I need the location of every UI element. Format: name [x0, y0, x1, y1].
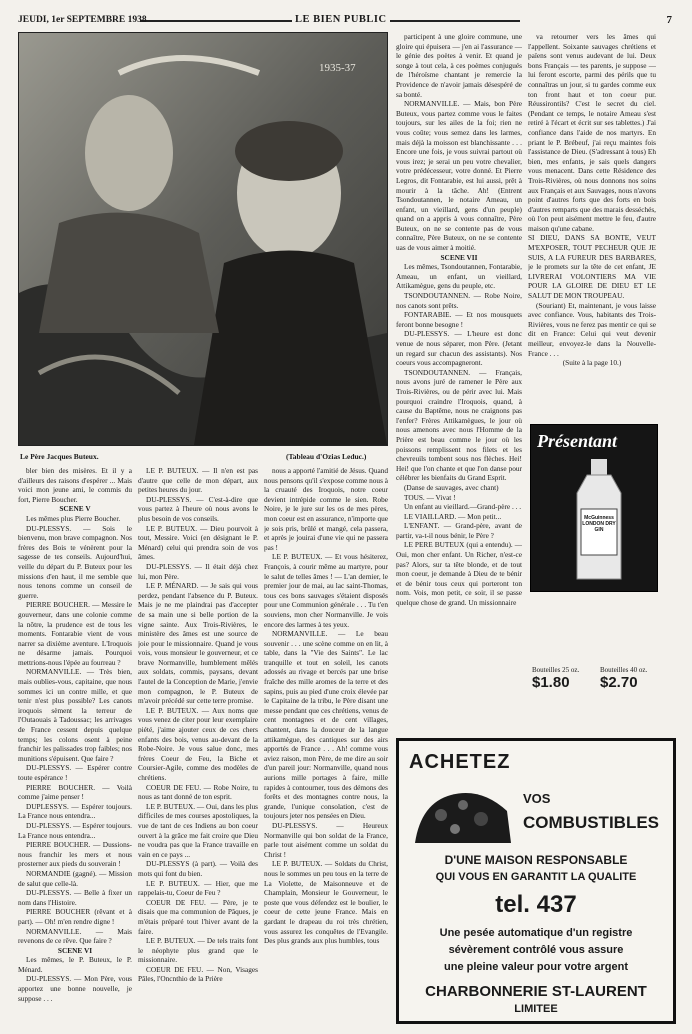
size-label: Bouteilles 40 oz.: [600, 666, 648, 674]
ad-title: Présentant: [537, 431, 618, 451]
issue-date: JEUDI, 1er SEPTEMBRE 1938: [18, 15, 147, 25]
size-label: Bouteilles 25 oz.: [532, 666, 580, 674]
coal-advertisement: [396, 738, 676, 1024]
painting-caption-left: Le Père Jacques Buteux.: [20, 452, 99, 461]
paragraph: DU-PLESSYS. — Belle à fixer un nom dans l'Histoire.: [18, 888, 132, 907]
paragraph: Un enfant au vieillard.—Grand-père . . .: [404, 502, 522, 512]
paragraph: COEUR DE FEU. — Non, Visages Pâles, l'Oncnthio de la Prière: [138, 964, 258, 984]
painting-caption-right: (Tableau d'Ozias Leduc.): [286, 452, 367, 461]
paragraph: DU-PLESSYS. — C'est-à-dire que vous partez à l'heure où nous avons le plus besoin de vos conseils.: [138, 494, 258, 523]
paragraph: DU-PLESSYS. — Sois le bienvenu, mon brave compagnon. Nos frères des Bois te vénèrent pour la sagesse de tes conseils. Aujourd'hui, veille du départ du P. Buteux pour les missions d'en haut, il me semble que nous tenons comme un conseil de guerre.: [18, 523, 132, 600]
page-number: 7: [666, 14, 672, 26]
paragraph: TSONDOUTANNEN. — Français, nous avons juré de ramener le Père aux Trois-Rivières, ou de périr avec lui. Mais pourquoi craindre l'Iroquois, quand, à cause du Baptême, nous ne craignons pas l'enfer? Frères Attikamègues, le jour où nous amenons avec nous l'Homme de la Prière est beau comme le jour où les poissons remplissent nos filets et les chevreuils tombent sous nos flèches. Hei! Hei! que l'on chante et que l'on danse pour célébrer les bienfaits du Grand Esprit.: [396, 367, 522, 483]
paragraph: LE P. BUTEUX. — Aux noms que vous venez de citer pour leur exemplaire piété, j'aime ajouter ceux de ces chers enfants des bois, venus au-devant de la Robe-Noire. Je vous salue donc, mes frères Coeur de Feu, la Biche et Coursier-Agile, comme des modèles de chrétiens.: [138, 705, 258, 782]
paragraph: DU-PLESSYS. — Heureux Normanville qui bon soldat de la France, parle tout aisément comme un soldat du Christ !: [264, 820, 388, 859]
text-column-2: [138, 466, 258, 1028]
paragraph: COEUR DE FEU. — Père, je te disais que ma communion de Pâques, je m'étais préparé tout l'hiver avant de la faire.: [138, 897, 258, 936]
paragraph: DU-PLESSYS. — Mon Père, vous apportez une bonne nouvelle, je suppose . . .: [18, 974, 132, 1003]
paragraph: LE P. BUTEUX. — Hier, que me rappelais-tu, Coeur de Feu ?: [138, 878, 258, 898]
paragraph: Les mêmes, le P. Buteux, le P. Ménard.: [18, 955, 132, 974]
ad-limited: LIMITEE: [514, 1003, 558, 1015]
paragraph: DU-PLESSYS. — Il était déjà chez lui, mon Père.: [138, 561, 258, 581]
paragraph: LE P. BUTEUX. — Soldats du Christ, nous le sommes un peu tous en la terre de La Violette, de Maisonneuve et de Champlain, Monsieur le Gouverneur, le poste que vous défendez est le boulier, le coeur de cette jeune France. Mais en gardant le drapeau du roi très chrétien, vous assurez les conquêtes de l'Evangile. Des plus grands aux plus humbles, tous: [264, 859, 388, 946]
paragraph: LE P. MÉNARD. — Je sais qui vous perdez, pendant l'absence du P. Buteux. Mais je ne me plaindrai pas d'accepter de sa main une si belle portion de la vigne sainte. Aux Trois-Rivières, le ministère des âmes est une source de joie pour le missionnaire. Quand je vous vois, vous monsieur le gouverneur, et ce brave Normanville, humblement mêlés aux soldats, commis, paysans, devant l'autel de la Conception de Marie, j'envie mon compagnon, le P. Buteux de m'avoir précédé sur cette terre promise.: [138, 581, 258, 706]
painting-signature: 1935-37: [319, 62, 356, 74]
gin-advertisement: [530, 424, 658, 592]
paragraph: PIERRE BOUCHER. — Dussions-nous franchir les mers et nous prosterner aux pieds du souverain !: [18, 840, 132, 869]
paragraph: participent à une gloire commune, une gloire qui épuisera — j'en ai l'assurance — le génie des poètes à venir. Et quand je songe à tout cela, à ces poèmes conjugués de l'héroïsme chantant je remercie la Providence de n'avoir jamais désespéré de sa bonté.: [396, 32, 522, 99]
paragraph: Les mêmes plus Pierre Boucher.: [26, 513, 121, 523]
ad-line-1: D'UNE MAISON RESPONSABLE: [444, 853, 628, 867]
continued-note: (Suite à la page 10.): [562, 358, 622, 368]
bottle-label: [581, 515, 617, 533]
paragraph: DUPLESSYS. — Espérer toujours. La France nous entendra...: [18, 801, 132, 821]
newspaper-title: LE BIEN PUBLIC: [292, 14, 390, 25]
scene-heading: SCENE VI: [57, 945, 93, 955]
brand-name: McGuinness: [584, 515, 614, 521]
text-column-1: [18, 466, 132, 1028]
paragraph: LE VIAILLARD. — Mon petit...: [404, 511, 502, 521]
ad-line-2: QUI VOUS EN GARANTIT LA QUALITE: [435, 871, 637, 883]
paragraph: DU-PLESSYS (à part). — Voilà des mots qui font du bien.: [138, 859, 258, 878]
paragraph-emphasis: SI DIEU, DANS SA BONTE, VEUT M'EXPOSER, TOUT PECHEUR QUE JE SUIS, A LA FUREUR DES BARBARES, je le promets sur la tête de cet enfant, JE LIVRERAI VOLONTIERS MA VIE POUR LA GLOIRE DE DIEU ET LE SALUT DE MON TROUPEAU.: [528, 233, 656, 301]
paragraph: LE P. BUTEUX. — Dieu pourvoit à tout, Messire. Voici (en désignant le P. Ménard) celui qui prendra soin de vos âmes.: [138, 523, 258, 562]
paragraph: va retourner vers les âmes qui l'appellent. Soixante sauvages chrétiens et païens sont venus audevant de lui. Deux bons Français — tes parents, je suppose — lui feront escorte, parmi des périls que tu connaîtras un jour, si tu gardes comme eux ton front haut et ton coeur pur. Réussirontils? C'est le secret du ciel. (Pendant ce temps, le notaire Ameau s'est retiré à l'écart et écrit sur ses tablettes.) J'ai confiance dans l'aide de nos martyrs. En priant le P. Brébeuf, j'ai reçu maintes fois l'assistance de Dieu. (S'adressant à tous) Eh bien, mes enfants, je sais quels dangers vous menacent. Dans cette Résidence des Trois-Rivières, où nous donnons nos soins aux Français et aux Sauvages, nous n'avons point d'autres forts que des forts en bois d'autres remparts que des marais desséchés, où l'on peut aisément mettre le feu, d'autre maison qu'une cabane.: [528, 32, 656, 233]
paragraph: COEUR DE FEU. — Robe Noire, tu nous as tant donné de ton esprit.: [138, 782, 258, 802]
paragraph: NORMANDIE (gagné). — Mission de salut que celle-là.: [18, 868, 132, 888]
product-name: LONDON DRY GIN: [582, 521, 616, 533]
ad-headline: ACHETEZ: [409, 751, 511, 773]
price-40oz: [600, 666, 647, 691]
text-column-4: [396, 32, 522, 732]
page-header: [0, 14, 692, 30]
ad-line-4: sévèrement contrôlé vous assure: [448, 944, 624, 956]
painting-image: [18, 32, 388, 446]
text-column-3: [264, 466, 388, 1028]
price-value: $1.80: [532, 674, 570, 691]
paragraph: Les mêmes, Tsondoutannen, Fontarabie, Ameau, un enfant, un vieillard, Attikamègue, gens du peuple, etc.: [396, 262, 522, 291]
paragraph: LE PERE BUTEUX (qui a entendu). — Oui, mon cher enfant. Un Richer, n'est-ce pas? Alors, sur ta tête blonde, et de tout mon coeur, je demande à Dieu de te bénir et de bénir tous ceux qui porteront ton nom. Vois, mon petit, ce soir, il se passe quelque chose de grand. Un missionnaire: [396, 540, 522, 608]
paragraph: L'ENFANT. — Grand-père, avant de partir, va-t-il nous bénir, le Père ?: [396, 521, 522, 540]
paragraph: PIERRE BOUCHER. — Messire le gouverneur, dans une colonie comme la nôtre, la prudence est de tous les moments. Fontarabie vient de vous narrer sa dixième aventure. L'Iroquois ne désarme jamais. Pourquoi mettrions-nous l'épée au fourreau ?: [18, 600, 132, 667]
paragraph: DU-PLESSYS. — L'heure est donc venue de nous séparer, mon Père. (Jetant un regard sur chacun des assistants). Nos coeurs vous accompagneront.: [396, 329, 522, 368]
price-25oz: [532, 666, 579, 691]
ad-vos: VOS: [523, 791, 551, 806]
ad-line-5: une pleine valeur pour votre argent: [444, 961, 628, 973]
paragraph: DU-PLESSYS. — Espérer toujours. La France nous entendra...: [18, 820, 132, 840]
paragraph: FONTARABIE. — Et nos mousquets feront bonne besogne !: [396, 310, 522, 329]
paragraph: DU-PLESSYS. — Espérer contre toute espérance !: [18, 763, 132, 782]
ad-company: CHARBONNERIE ST-LAURENT: [425, 983, 647, 1000]
painting-portrait: [19, 33, 387, 445]
scene-heading: SCENE VII: [440, 252, 478, 262]
text-column-5: [528, 32, 656, 420]
coal-pile-icon: [411, 781, 515, 851]
paragraph: NORMANVILLE. — Le beau souvenir . . . une scène comme on en lit, à table, dans la "Vie des Saints". Le lac tranquille et tout en soleil, les canots adossés au rivage et bercés par une brise fraîche des mille aromes de la terre et des sapins, puis au pied d'une croix élevée par le Capitaine de la tribu, le Père disant une messe pendant que ces chrétiens, venus de cent montagnes et de cent villages, chantent, dans la douceur de la langue attikamègue, des cantiques sur des airs apportés de France . . . Ah! comme vous aviez raison, mon Père, de me dire au soir d'un pareil jour: Normanville, quand nous aurions mille portages à faire, mille rapides à contourner, tous des démons des forêts et des montagnes contre nous, la grande, l'unique consolation, c'est de toujours jeter nos pensées en Dieu.: [264, 629, 388, 821]
ad-line-3: Une pesée automatique d'un registre: [439, 927, 633, 939]
paragraph: (Danse de sauvages, avec chant): [404, 482, 499, 492]
paragraph: nous a apporté l'amitié de Jésus. Quand nous pensons qu'il s'expose comme nous à la cruauté des Iroquois, notre coeur devient intrépide comme le sien. Robe Noire, je le jure sur les os de mes pères, mon coeur est en assurance, n'importe que je sois pris, brûlé et mangé, cela passera, et après je jouirai d'une vie qui ne passera pas !: [264, 466, 388, 552]
ad-combustibles: COMBUSTIBLES: [523, 813, 659, 832]
paragraph: NORMANVILLE. — Mais revenons de ce rêve. Que faire ?: [18, 926, 132, 946]
paragraph: LE P. BUTEUX. — Et vous hésiterez, François, à courir même au martyre, pour le salut de telles âmes ! — L'an dernier, le premier jour de mai, au lac saint-Thomas, tous ces bons sauvages s'étaient disposés pour une Communion générale . . . Tu t'en souviens, mon cher Normanville. Je vois encore des larmes à tes yeux.: [264, 552, 388, 629]
paragraph: PIERRE BOUCHER (rêvant et à part). — Oh! m'en rendre digne !: [18, 907, 132, 926]
paragraph: PIERRE BOUCHER. — Voilà comme j'aime penser !: [18, 782, 132, 802]
paragraph: LE P. BUTEUX. — De tels traits font le néophyte plus grand que le missionnaire.: [138, 936, 258, 965]
scene-heading: SCENE V: [59, 504, 91, 514]
paragraph: TSONDOUTANNEN. — Robe Noire, nos canots sont prêts.: [396, 291, 522, 310]
paragraph: (Souriant) Et, maintenant, je vous laisse avec confiance. Vous, habitants des Trois-Rivières, vous ne ferez pas mentir ce qui se dit en France: Celui qui veut devenir meilleur, envoyez-le dans la Nouvelle-France . . .: [528, 300, 656, 358]
paragraph: LE P. BUTEUX. — Il n'en est pas d'autre que celle de mon départ, aux petites heures du jour.: [138, 466, 258, 495]
paragraph: TOUS. — Vivat !: [404, 492, 456, 502]
paragraph: NORMANVILLE. — Mais, bon Père Buteux, vous partez comme vous le faites toujours, sur les ailes de la foi; rien ne vous coûte; vous semez dans les larmes, mais déjà la moisson est blanchissante . . . Encore une fois, je vous suivrai partout où vous irez; je serai un peu votre chevalier, votre prédécesseur, votre donné. Et Pierre Legros, dit Fontarabie, est lui aussi, prêt à mourir à la tâche. Ah! (Entrent Tsondoutannen, le notaire Ameau, un enfant, un vieillard, gens d'un peuple) quand on a appris à vous connaître, Père Buteux, on ne se contente pas de vous connaître, Père Buteux, on ne se contente uas de vous aimer à moitié.: [396, 99, 522, 253]
ad-phone: tel. 437: [495, 891, 577, 918]
price-value: $2.70: [600, 674, 638, 691]
paragraph: bler bien des misères. Et il y a d'ailleurs des raisons d'espérer ... Mais voici mon jeune ami, le commis du fort, Pierre Boucher.: [18, 466, 132, 504]
paragraph: NORMANVILLE. — Très bien, mais oublies-vous, capitaine, que nous sommes ici un contre mille, et que tenir n'est plus possible? Les canots iroquois sèment la terreur de l'Outaouais à Tadoussac; les arrivages de France cessent depuis quelque temps; les colons osent à peine franchir les palissades trop faibles; nos munitions s'épuisent. Que faire ?: [18, 667, 132, 763]
paragraph: LE P. BUTEUX. — Oui, dans les plus difficiles de mes courses apostoliques, la vue de tant de ces Indiens au bon coeur ouvert à la grâce me fait croire que Dieu ne voudra pas que la France travaille en vain en ce pays ...: [138, 801, 258, 859]
